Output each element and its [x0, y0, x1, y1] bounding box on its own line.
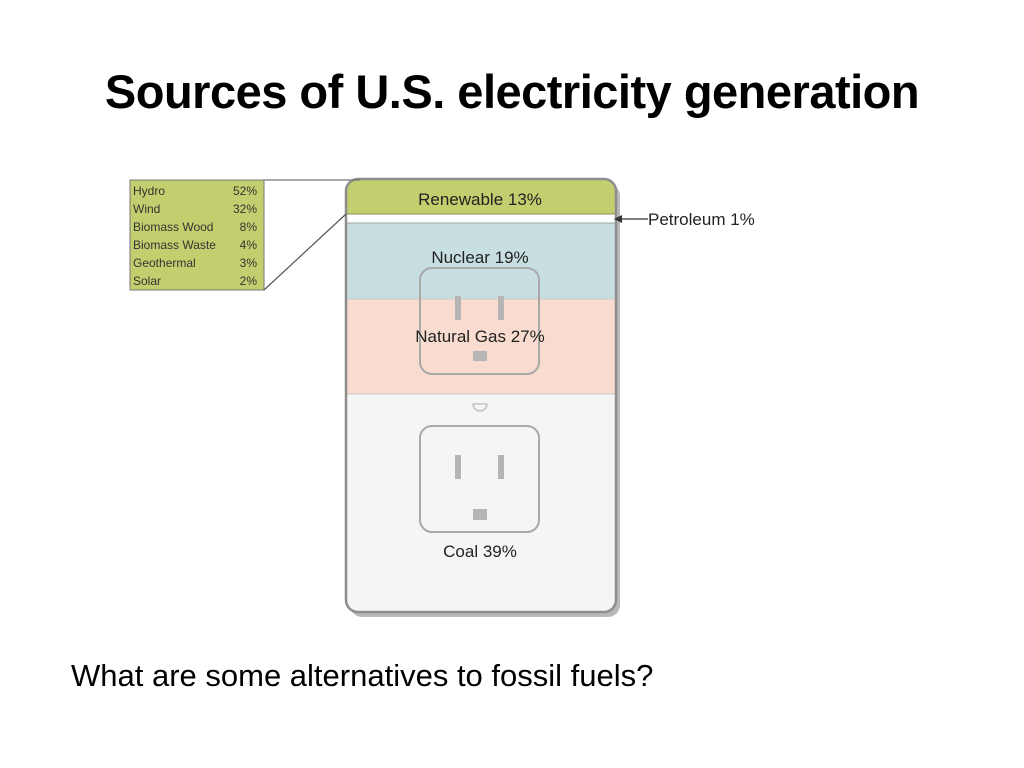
breakdown-value: 4%: [239, 238, 257, 252]
breakdown-source: Solar: [133, 274, 162, 288]
breakdown-value: 2%: [239, 274, 257, 288]
slide-question: What are some alternatives to fossil fuels?: [71, 658, 654, 693]
breakdown-value: 32%: [232, 202, 257, 216]
lower-slot-left: [455, 455, 461, 479]
band-petroleum: [346, 214, 616, 223]
upper-slot-left: [455, 296, 461, 320]
upper-ground-hole: [473, 351, 487, 361]
label-petroleum: Petroleum 1%: [648, 210, 755, 229]
breakdown-source: Biomass Wood: [133, 220, 214, 234]
breakdown-value: 52%: [232, 184, 257, 198]
lower-slot-right: [498, 455, 504, 479]
breakdown-source: Geothermal: [133, 256, 196, 270]
label-coal: Coal 39%: [443, 542, 517, 561]
breakdown-source: Biomass Waste: [133, 238, 216, 252]
label-nuclear: Nuclear 19%: [431, 248, 529, 267]
breakdown-source: Hydro: [133, 184, 166, 198]
label-renewable: Renewable 13%: [418, 190, 542, 209]
upper-slot-right: [498, 296, 504, 320]
breakdown-connector-bottom: [264, 214, 346, 290]
breakdown-value: 3%: [239, 256, 257, 270]
lower-ground-hole: [473, 509, 487, 520]
breakdown-source: Wind: [133, 202, 161, 216]
slide-title: Sources of U.S. electricity generation: [104, 65, 920, 118]
breakdown-value: 8%: [239, 220, 257, 234]
label-natural-gas: Natural Gas 27%: [415, 327, 545, 346]
band-natural-gas: [346, 299, 616, 394]
